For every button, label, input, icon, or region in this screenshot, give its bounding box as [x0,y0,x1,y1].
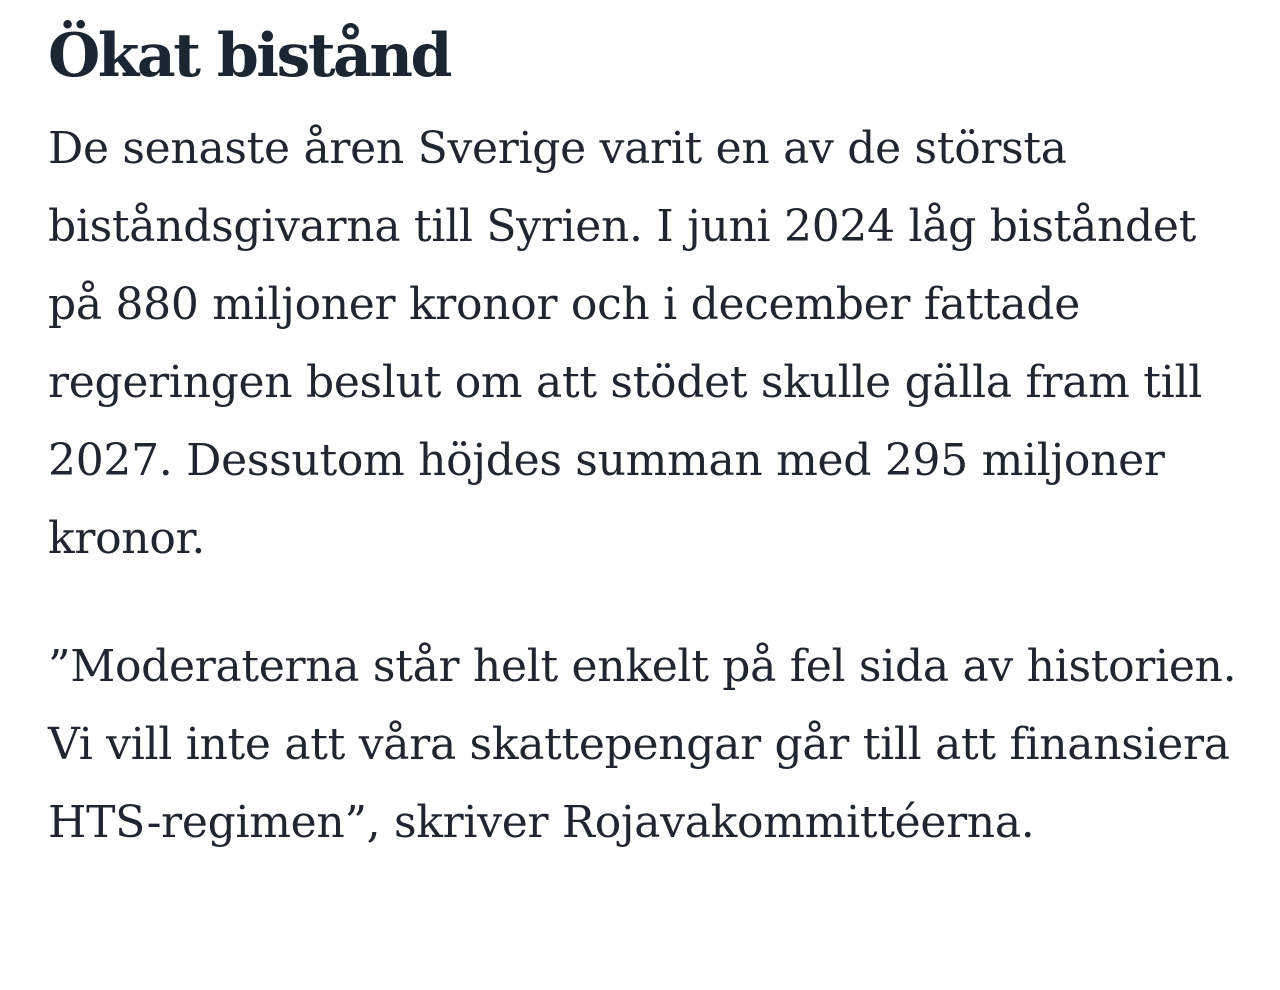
paragraph-quote: ”Moderaterna står helt enkelt på fel sida av historien. Vi vill inte att våra skattepengar går till att finansiera HTS-regimen”, skriver Rojavakommittéerna. [48,641,1237,848]
article-body [48,14,1248,862]
paragraph-aid-amount: De senaste åren Sverige varit en av de största biståndsgivarna till Syrien. I juni 2024 låg biståndet på 880 miljoner kronor och i december fattade regeringen beslut om att stödet skulle gälla fram till 2027. Dessutom höjdes summan med 295 miljoner kronor. [48,123,1202,564]
section-heading: Ökat bistånd [48,21,451,91]
